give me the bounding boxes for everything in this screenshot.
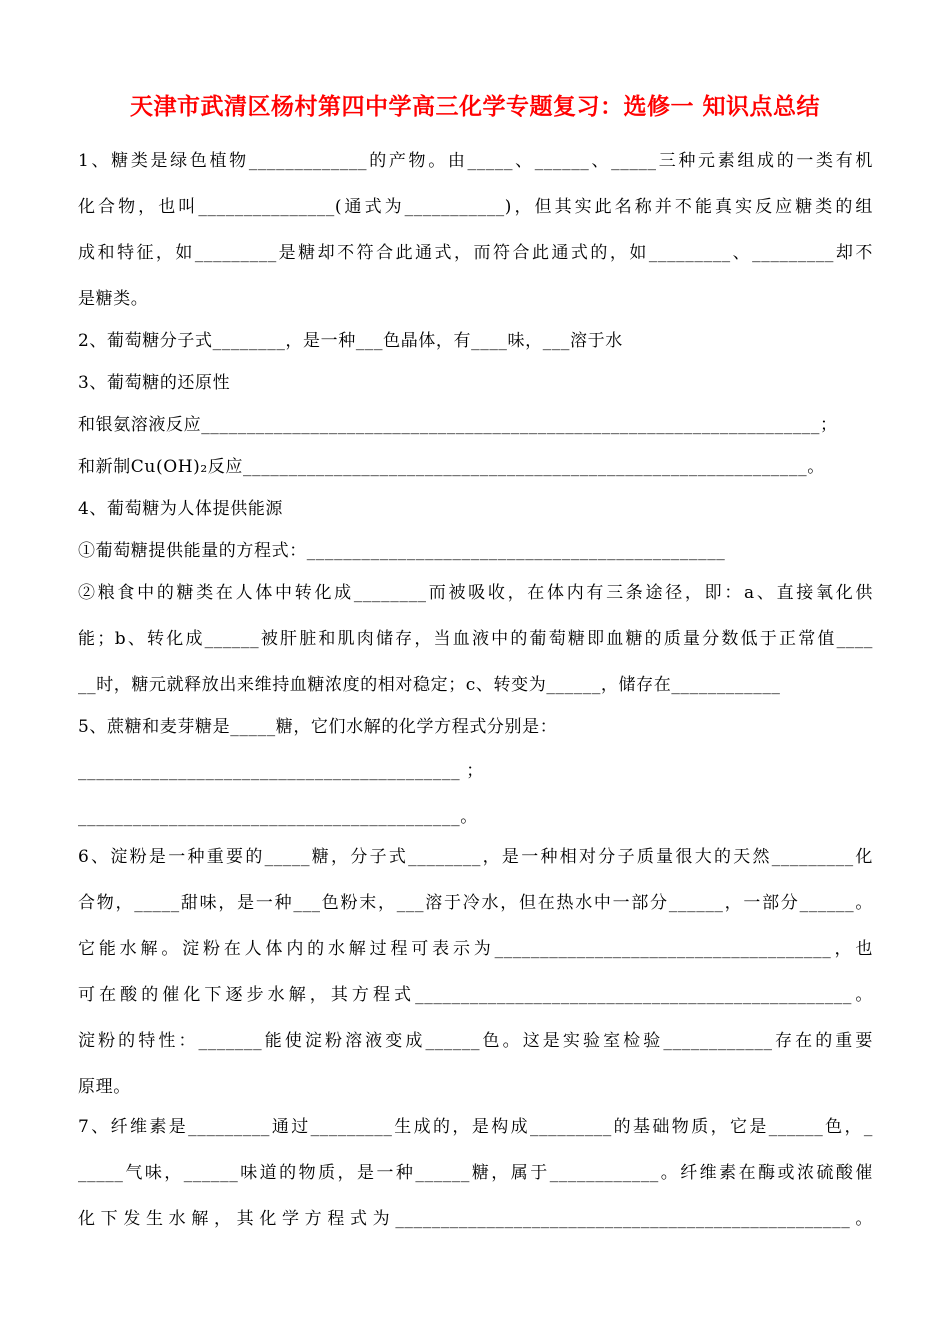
q1-line-3: 成和特征，如_________是糖却不符合此通式，而符合此通式的，如_________、_________却不 bbox=[78, 243, 873, 263]
q6-line-5: 淀粉的特性：_______能使淀粉溶液变成______色。这是实验室检验____________存在的重要 bbox=[78, 1031, 873, 1051]
q5-equation-1: __________________________________________ ； bbox=[78, 761, 484, 781]
q4-item-2-line-3: __时，糖元就释放出来维持血糖浓度的相对稳定；c、转变为______，储存在____________ bbox=[78, 675, 781, 695]
q4-item-1: ①葡萄糖提供能量的方程式：______________________________________________ bbox=[78, 541, 726, 561]
q5-equation-2: __________________________________________。 bbox=[78, 807, 478, 827]
page-title: 天津市武清区杨村第四中学高三化学专题复习：选修一 知识点总结 bbox=[129, 94, 820, 120]
q5-heading: 5、蔗糖和麦芽糖是_____糖，它们水解的化学方程式分别是： bbox=[78, 717, 558, 737]
q2-line: 2、葡萄糖分子式________，是一种___色晶体，有____味，___溶于水 bbox=[78, 331, 623, 351]
q6-line-4: 可在酸的催化下逐步水解，其方程式________________________________________________。 bbox=[78, 985, 873, 1005]
q4-heading: 4、葡萄糖为人体提供能源 bbox=[78, 499, 284, 519]
q1-line-2: 化合物，也叫_______________(通式为___________)，但其实此名称并不能真实反应糖类的组 bbox=[78, 197, 873, 217]
q3-line-1: 和银氨溶液反应____________________________________________________________________； bbox=[78, 415, 838, 435]
q3-heading: 3、葡萄糖的还原性 bbox=[78, 373, 231, 393]
q6-line-1: 6、淀粉是一种重要的_____糖，分子式________，是一种相对分子质量很大的天然_________化 bbox=[78, 847, 873, 867]
q1-line-4: 是糖类。 bbox=[78, 289, 149, 309]
q4-item-2-line-1: ②粮食中的糖类在人体中转化成________而被吸收，在体内有三条途径，即：a、直接氧化供 bbox=[78, 583, 873, 603]
q6-line-2: 合物，_____甜味，是一种___色粉末，___溶于冷水，但在热水中一部分______，一部分______。 bbox=[78, 893, 873, 913]
q3-line-2: 和新制Cu(OH)₂反应______________________________________________________________。 bbox=[78, 457, 825, 477]
q6-line-6: 原理。 bbox=[78, 1077, 131, 1097]
q7-line-3: 化下发生水解，其化学方程式为__________________________________________________。 bbox=[78, 1209, 873, 1229]
q7-line-1: 7、纤维素是_________通过_________生成的，是构成_________的基础物质，它是______色，_ bbox=[78, 1117, 873, 1137]
q7-line-2: _____气味，______味道的物质，是一种______糖，属于____________。纤维素在酶或浓硫酸催 bbox=[78, 1163, 873, 1183]
q1-line-1: 1、糖类是绿色植物_____________的产物。由_____、______、_____三种元素组成的一类有机 bbox=[78, 151, 873, 171]
q6-line-3: 它能水解。淀粉在人体内的水解过程可表示为_____________________________________，也 bbox=[78, 939, 873, 959]
q4-item-2-line-2: 能；b、转化成______被肝脏和肌肉储存，当血液中的葡萄糖即血糖的质量分数低于正常值____ bbox=[78, 629, 873, 649]
